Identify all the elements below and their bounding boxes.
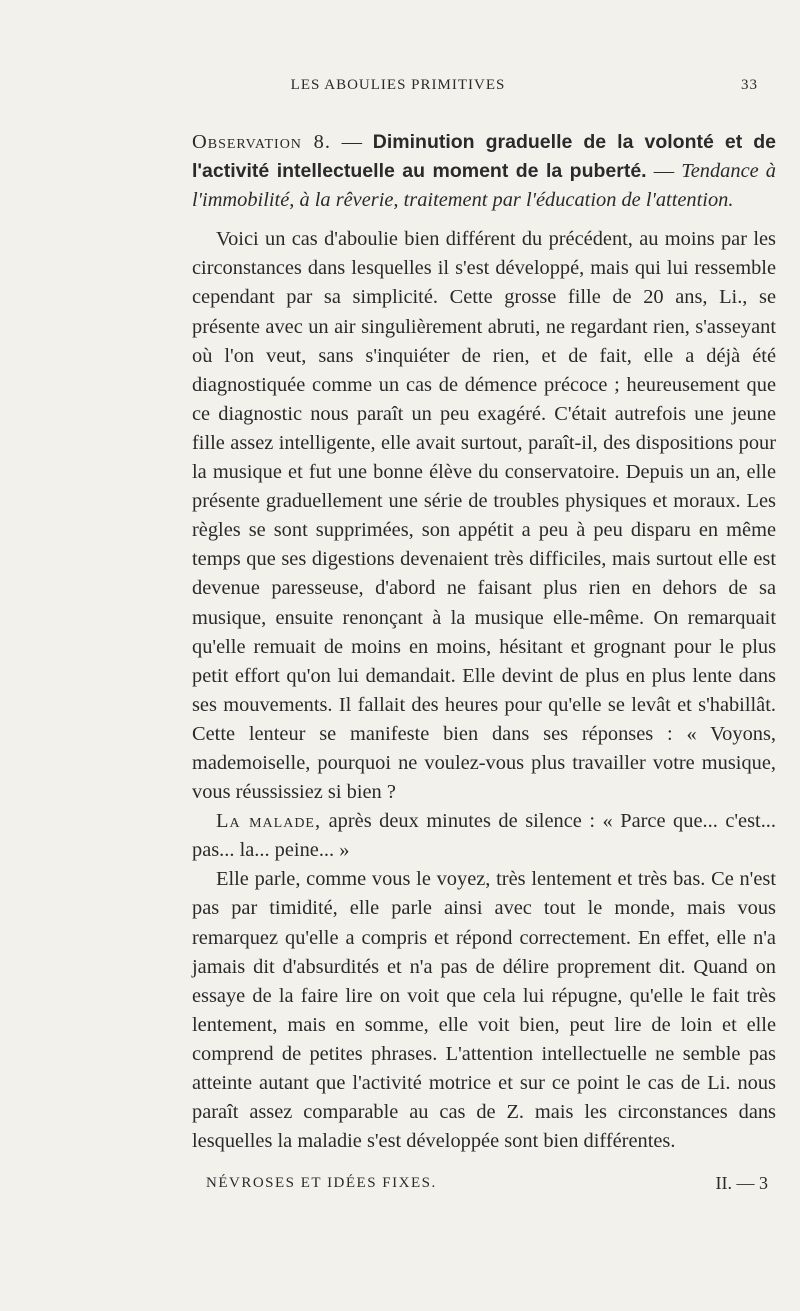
paragraph-2-text: après deux minutes de silence : « Parce que... c'est... pas... la... peine... » [192,810,776,862]
observation-label: Observation 8. [192,131,331,153]
observation-heading [192,128,776,215]
paragraph-2 [192,807,776,865]
signature-right: II. — 3 [715,1173,768,1193]
signature-left: NÉVROSES ET IDÉES FIXES. [206,1175,437,1191]
speaker-label: La malade, [216,810,322,833]
running-title: LES ABOULIES PRIMITIVES [290,77,506,93]
page-number: 33 [741,77,758,93]
main-text [192,128,776,1156]
subtitle-dash: — [646,160,682,183]
paragraph-1: Voici un cas d'aboulie bien différent du précédent, au moins par les circonstances dans lesquelles il s'est développé, mais qui lui ressemble cependant par sa simplicité. Cette grosse fille de 20 ans, Li., se présente avec un air singulièrement abruti, ne regardant rien, s'asseyant où l'on veut, sans s'inquiéter de rien, et de fait, elle a déjà été diagnostiquée comme un cas de démence précoce ; heureusement que ce diagnostic nous paraît un peu exagéré. C'était autrefois une jeune fille assez intelligente, elle avait surtout, paraît-il, des dispositions pour la musique et fut une bonne élève du conservatoire. Depuis un an, elle présente graduellement une série de troubles physiques et moraux. Les règles se sont supprimées, son appétit a peu à peu disparu en même temps que ses digestions devenaient très difficiles, mais surtout elle est devenue paresseuse, d'abord ne faisant plus rien en dehors de sa musique, ensuite renonçant à la musique elle-même. On remarquait qu'elle remuait de moins en moins, hésitant et grognant pour le plus petit effort qu'on lui demandait. Elle devint de plus en plus lente dans ses mouvements. Il fallait des heures pour qu'elle se levât et s'habillât. Cette lenteur se manifeste bien dans ses réponses : « Voyons, mademoiselle, pourquoi ne voulez-vous plus travailler votre musique, vous réussissiez si bien ? [192,228,776,804]
observation-dash: — [330,131,373,153]
paragraph-3: Elle parle, comme vous le voyez, très lentement et très bas. Ce n'est pas par timidité, elle parle ainsi avec tout le monde, mais vous remarquez qu'elle a compris et répond correctement. En effet, elle n'a jamais dit d'absurdités et n'a pas de délire proprement dit. Quand on essaye de la faire lire on voit que cela lui répugne, qu'elle le fait très lentement, mais en somme, elle voit bien, peut lire de loin et elle comprend de petites phrases. L'attention intellectuelle ne semble pas atteinte autant que l'activité motrice et sur ce point le cas de Li. nous paraît assez comparable au cas de Z. mais les circonstances dans lesquelles la maladie s'est développée sont bien différentes. [192,868,776,1153]
observation-subtitle: Tendance à l'immobilité, à la rêverie, traitement par l'éducation de l'attention. [192,160,776,212]
observation-title: Diminution graduelle de la volonté et de l'activité intellectuelle au moment de la puberté. [192,131,776,183]
